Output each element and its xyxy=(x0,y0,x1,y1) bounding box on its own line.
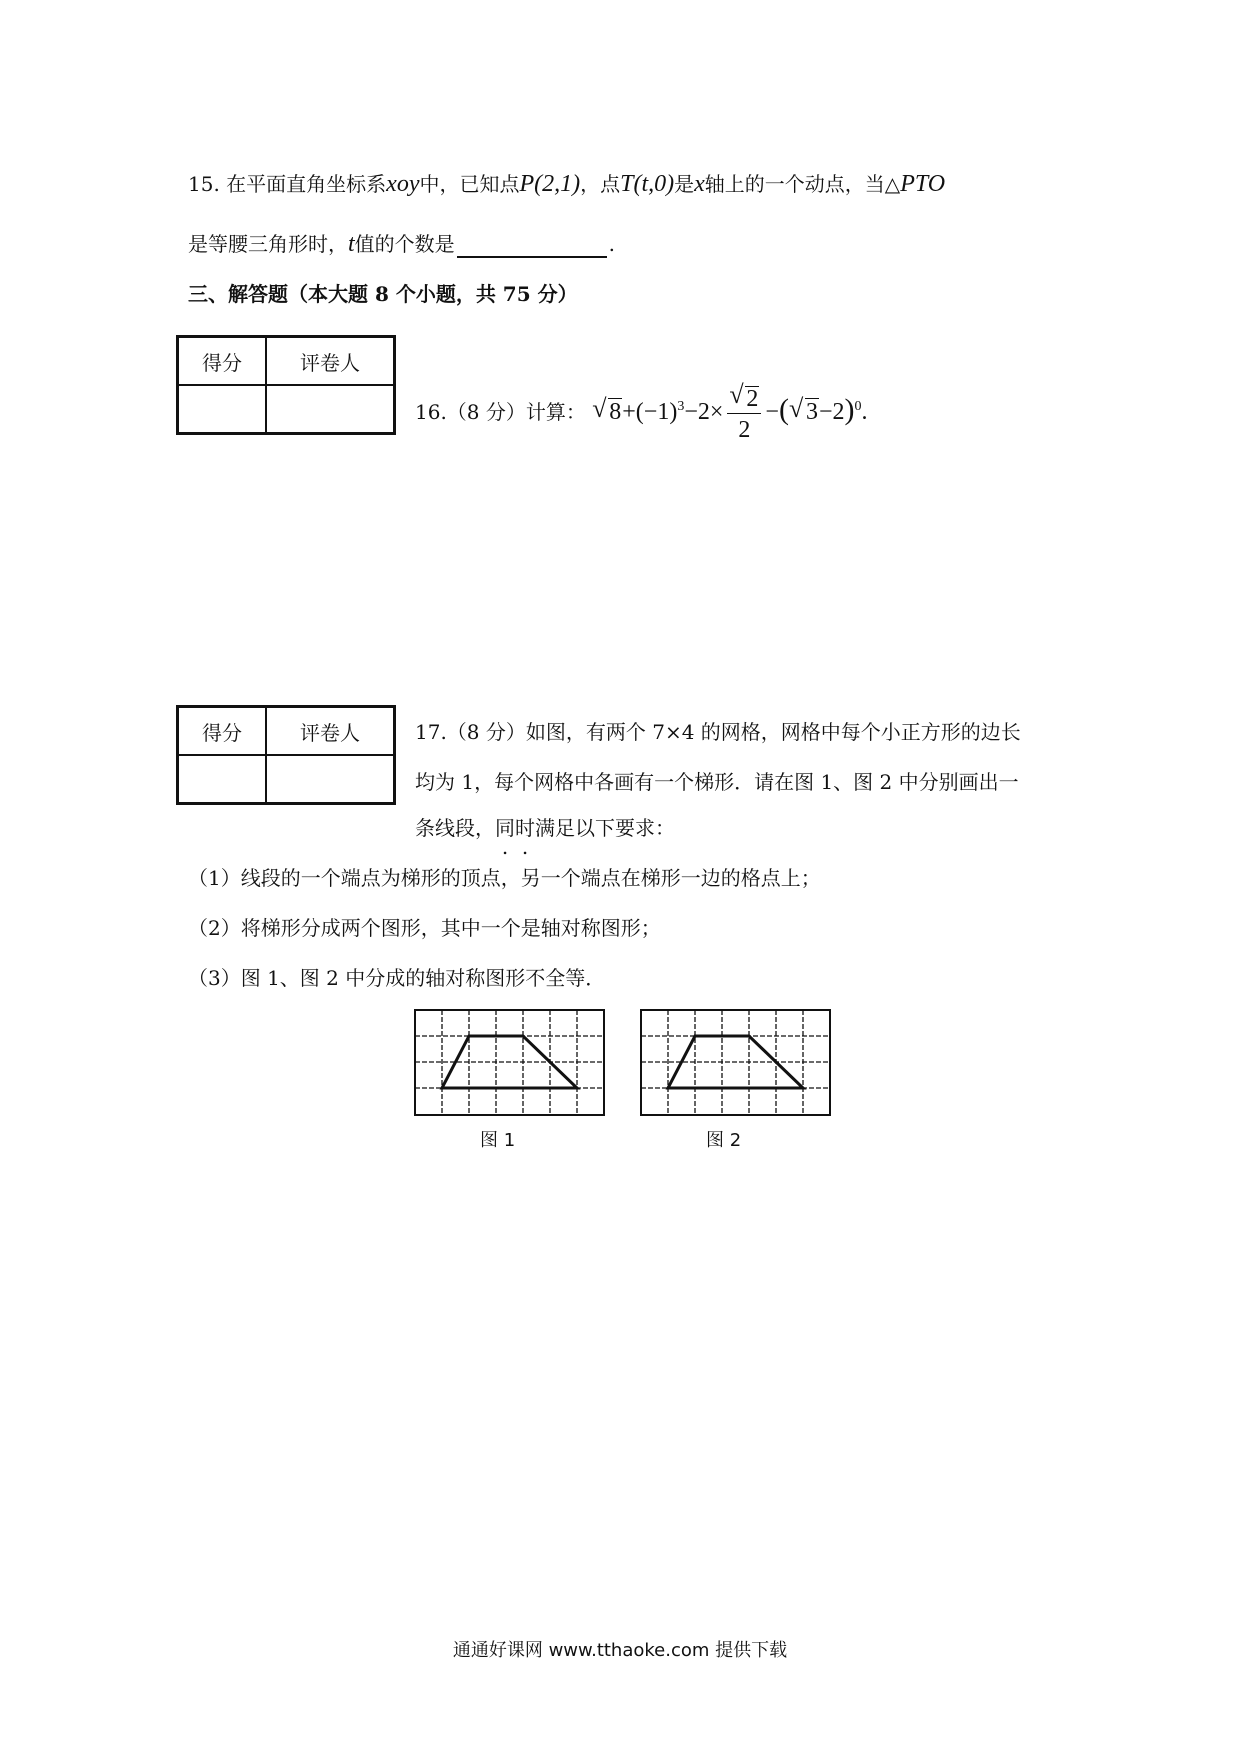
q15-text-b: 中，已知点 xyxy=(419,172,520,196)
q16-minus: − xyxy=(765,399,779,425)
q15-text-g: 值的个数是 xyxy=(354,232,455,256)
emphasis-tong: 同 xyxy=(495,816,515,840)
score-table-q16 xyxy=(176,335,396,435)
q16-plus-neg1: +(−1) xyxy=(622,399,678,425)
q17-line2: 均为 1，每个网格中各画有一个梯形．请在图 1、图 2 中分别画出一 xyxy=(415,770,1019,794)
q16-fraction: √ 2 2 xyxy=(727,386,761,442)
grader-label: 评卷人 xyxy=(266,707,395,756)
q17-req2: （2）将梯形分成两个图形，其中一个是轴对称图形； xyxy=(188,916,661,940)
q15-point-t: T(t,0) xyxy=(620,171,675,197)
emphasis-shi: 时 xyxy=(515,816,535,840)
q16-prefix: 16.（8 分）计算： xyxy=(415,400,586,424)
q15-text-e: 轴上的一个动点，当△ xyxy=(704,172,901,196)
q16-minus2: −2 xyxy=(818,399,845,425)
figure-1-label: 图 1 xyxy=(480,1130,516,1151)
q16-line: 16.（8 分）计算： √ $8+(-1)^3-2\times$ √ 2 2 −( √ 3−2)$^0$. xyxy=(415,380,868,443)
figure-2-label: 图 2 xyxy=(706,1130,742,1151)
q15-text-c: ，点 xyxy=(580,172,621,196)
score-label: 得分 xyxy=(178,337,267,386)
q15-line1 xyxy=(188,168,945,198)
q15-point-p: P(2,1) xyxy=(519,171,581,197)
q15-text-end: . xyxy=(608,232,616,256)
q17-req3: （3）图 1、图 2 中分成的轴对称图形不全等． xyxy=(188,966,606,990)
q17-line1: 17.（8 分）如图，有两个 7×4 的网格，网格中每个小正方形的边长 xyxy=(415,720,1021,744)
grid-figure-1 xyxy=(415,1010,604,1115)
q17-line3: 条线段，同时满足以下要求： xyxy=(415,812,675,841)
score-cell[interactable] xyxy=(178,755,267,804)
section3-title: 三、解答题（本大题 8 个小题，共 75 分） xyxy=(188,282,578,306)
grader-label: 评卷人 xyxy=(266,337,395,386)
score-cell[interactable] xyxy=(178,385,267,434)
q15-text-a: 15. 在平面直角坐标系 xyxy=(188,172,387,196)
q17-req1: （1）线段的一个端点为梯形的顶点，另一个端点在梯形一边的格点上； xyxy=(188,866,821,890)
q16-exp0: 0 xyxy=(854,399,862,414)
q16-exp3: 3 xyxy=(677,399,685,414)
q15-text-f: 是等腰三角形时， xyxy=(188,232,348,256)
q16-minus2x: −2× xyxy=(684,399,724,425)
score-label: 得分 xyxy=(178,707,267,756)
score-table-q17 xyxy=(176,705,396,805)
q16-end: . xyxy=(861,399,868,425)
q15-x: x xyxy=(694,171,705,197)
grader-cell[interactable] xyxy=(266,755,395,804)
grader-cell[interactable] xyxy=(266,385,395,434)
q15-answer-blank[interactable] xyxy=(457,234,607,258)
grid-figures xyxy=(410,1002,840,1122)
q15-xoy: xoy xyxy=(386,171,420,197)
sqrt-3: √ 3 xyxy=(788,394,818,425)
q15-pto: PTO xyxy=(900,171,946,197)
sqrt-8: √ 8 xyxy=(592,394,622,425)
footer-download-note: 通通好课网 www.tthaoke.com 提供下载 xyxy=(452,1640,788,1661)
q15-text-d: 是 xyxy=(674,172,695,196)
q15-line2 xyxy=(188,228,615,258)
grid-figure-2 xyxy=(641,1010,830,1115)
q15-t: t xyxy=(348,231,355,257)
